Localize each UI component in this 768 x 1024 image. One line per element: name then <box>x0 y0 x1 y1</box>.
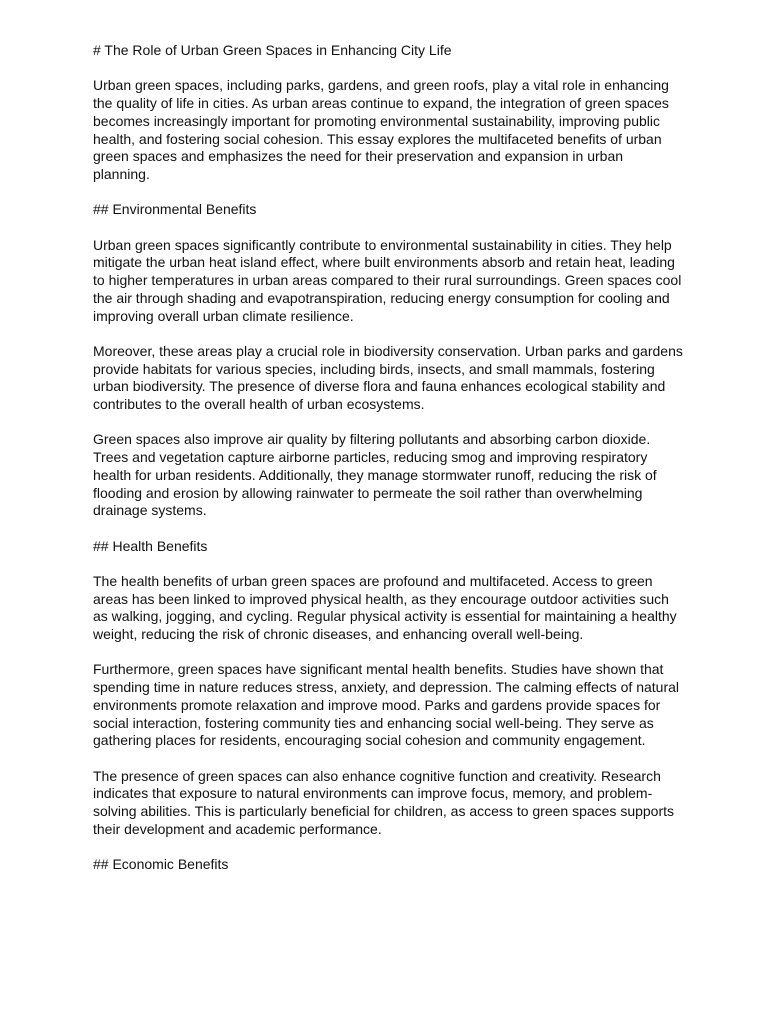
paragraph: Moreover, these areas play a crucial role in biodiversity conservation. Urban parks and gardens provide habitats for various species, including birds, insects, and small mammals, fostering urban biodiversity. The presence of diverse flora and fauna enhances ecological stability and contributes to the overall health of urban ecosystems. <box>93 342 683 412</box>
section-heading-economic: ## Economic Benefits <box>93 856 229 873</box>
document-page <box>93 42 683 892</box>
paragraph: Furthermore, green spaces have significant mental health benefits. Studies have shown that spending time in nature reduces stress, anxiety, and depression. The calming effects of natural environments promote relaxation and improve mood. Parks and gardens provide spaces for social interaction, fostering community ties and enhancing social well-being. They serve as gathering places for residents, encouraging social cohesion and community engagement. <box>93 661 679 749</box>
section-heading-environmental: ## Environmental Benefits <box>93 201 257 218</box>
paragraph: Green spaces also improve air quality by filtering pollutants and absorbing carbon dioxide. Trees and vegetation capture airborne particles, reducing smog and improving respiratory health for urban residents. Additionally, they manage stormwater runoff, reducing the risk of flooding and erosion by allowing rainwater to permeate the soil rather than overwhelming drainage systems. <box>93 431 657 519</box>
paragraph: Urban green spaces significantly contribute to environmental sustainability in cities. They help mitigate the urban heat island effect, where built environments absorb and retain heat, leading to higher temperatures in urban areas compared to their rural surroundings. Green spaces cool the air through shading and evapotranspiration, reducing energy consumption for cooling and improving overall urban climate resilience. <box>93 236 682 324</box>
paragraph: The health benefits of urban green spaces are profound and multifaceted. Access to green areas has been linked to improved physical health, as they encourage outdoor activities such as walking, jogging, and cycling. Regular physical activity is essential for maintaining a healthy weight, reducing the risk of chronic diseases, and enhancing overall well-being. <box>93 572 677 643</box>
paragraph: The presence of green spaces can also enhance cognitive function and creativity. Research indicates that exposure to natural environments can improve focus, memory, and problem-solving abilities. This is particularly beneficial for children, as access to green spaces supports their development and academic performance. <box>93 767 675 837</box>
document-title: # The Role of Urban Green Spaces in Enhancing City Life <box>93 42 452 58</box>
section-heading-health: ## Health Benefits <box>93 537 208 554</box>
intro-paragraph: Urban green spaces, including parks, gardens, and green roofs, play a vital role in enhancing the quality of life in cities. As urban areas continue to expand, the integration of green spaces becomes increasingly important for promoting environmental sustainability, improving public health, and fostering social cohesion. This essay explores the multifaceted benefits of urban green spaces and emphasizes the need for their preservation and expansion in urban planning. <box>93 77 669 182</box>
